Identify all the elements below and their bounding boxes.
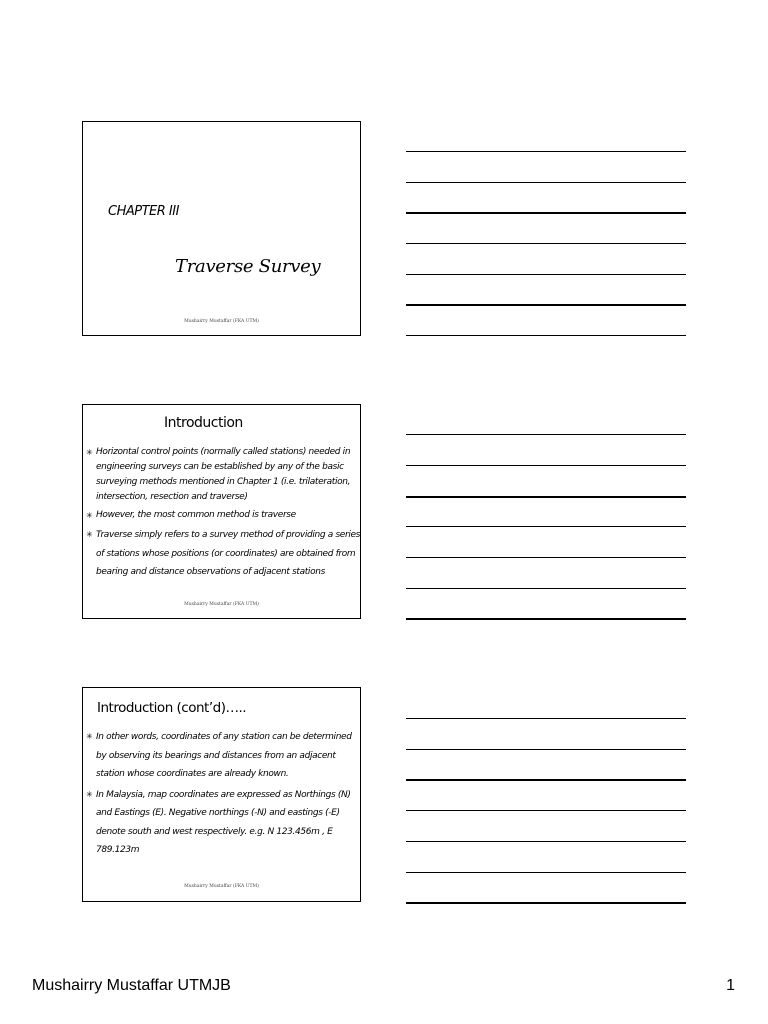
bullet-list	[86, 445, 360, 585]
list-item	[86, 728, 360, 784]
bullet-star-icon: ✳	[86, 511, 93, 520]
slide-3-thumbnail	[82, 687, 361, 902]
slide-footer-note: Mushairry Mustaffar (FKA UTM)	[184, 602, 259, 607]
note-line	[406, 151, 686, 152]
bullet-star-icon: ✳	[86, 448, 93, 457]
bullet-star-icon: ✳	[86, 789, 93, 799]
page-number: 1	[726, 977, 735, 994]
note-line	[406, 902, 686, 904]
note-line	[406, 557, 686, 558]
note-line	[406, 749, 686, 750]
note-line	[406, 526, 686, 527]
list-item	[86, 786, 360, 860]
bullet-text: However, the most common method is traverse	[96, 510, 296, 520]
note-line	[406, 335, 686, 336]
bullet-text: In other words, coordinates of any station can be determined by observing its bearings and distances from an adjacent station whose coordinates are already known.	[96, 732, 352, 779]
note-line	[406, 243, 686, 244]
slide-heading: Introduction (cont’d)…..	[97, 700, 247, 716]
note-line	[406, 465, 686, 466]
bullet-text: Traverse simply refers to a survey method of providing a series of stations whose positions (or coordinates) are obtained from bearing and distance observations of adjacent stations	[96, 530, 360, 577]
list-item	[86, 445, 360, 505]
note-line	[406, 718, 686, 719]
bullet-star-icon: ✳	[86, 530, 93, 539]
list-item	[86, 526, 360, 582]
chapter-label: CHAPTER III	[108, 204, 179, 219]
slide-footer-note: Mushairry Mustaffar (FKA UTM)	[184, 884, 259, 889]
bullet-text: In Malaysia, map coordinates are expressed as Northings (N) and Eastings (E). Negative northings (-N) and eastings (-E) denote south and west respectively. e.g. N 123.456m , E 789.123m	[96, 789, 351, 855]
note-line	[406, 182, 686, 183]
slide-footer-note: Mushairry Mustaffar (FKA UTM)	[184, 319, 259, 324]
page-footer-author: Mushairry Mustaffar UTMJB	[32, 977, 231, 994]
note-line	[406, 841, 686, 842]
note-line	[406, 618, 686, 620]
note-line	[406, 304, 686, 306]
bullet-list	[86, 728, 360, 862]
note-line	[406, 212, 686, 214]
note-line	[406, 588, 686, 589]
slide-heading: Introduction	[164, 415, 243, 431]
slide-title: Traverse Survey	[175, 256, 321, 277]
note-line	[406, 872, 686, 873]
slide-1-thumbnail	[82, 121, 361, 336]
slide-2-thumbnail	[82, 404, 361, 619]
list-item	[86, 508, 360, 523]
note-line	[406, 496, 686, 498]
note-line	[406, 274, 686, 275]
bullet-text: Horizontal control points (normally called stations) needed in engineering surveys can be established by any of the basic surveying methods mentioned in Chapter 1 (i.e. trilateration, intersection, resection and traverse)	[96, 447, 351, 502]
bullet-star-icon: ✳	[86, 732, 93, 741]
note-line	[406, 434, 686, 435]
note-line	[406, 779, 686, 781]
note-line	[406, 810, 686, 811]
